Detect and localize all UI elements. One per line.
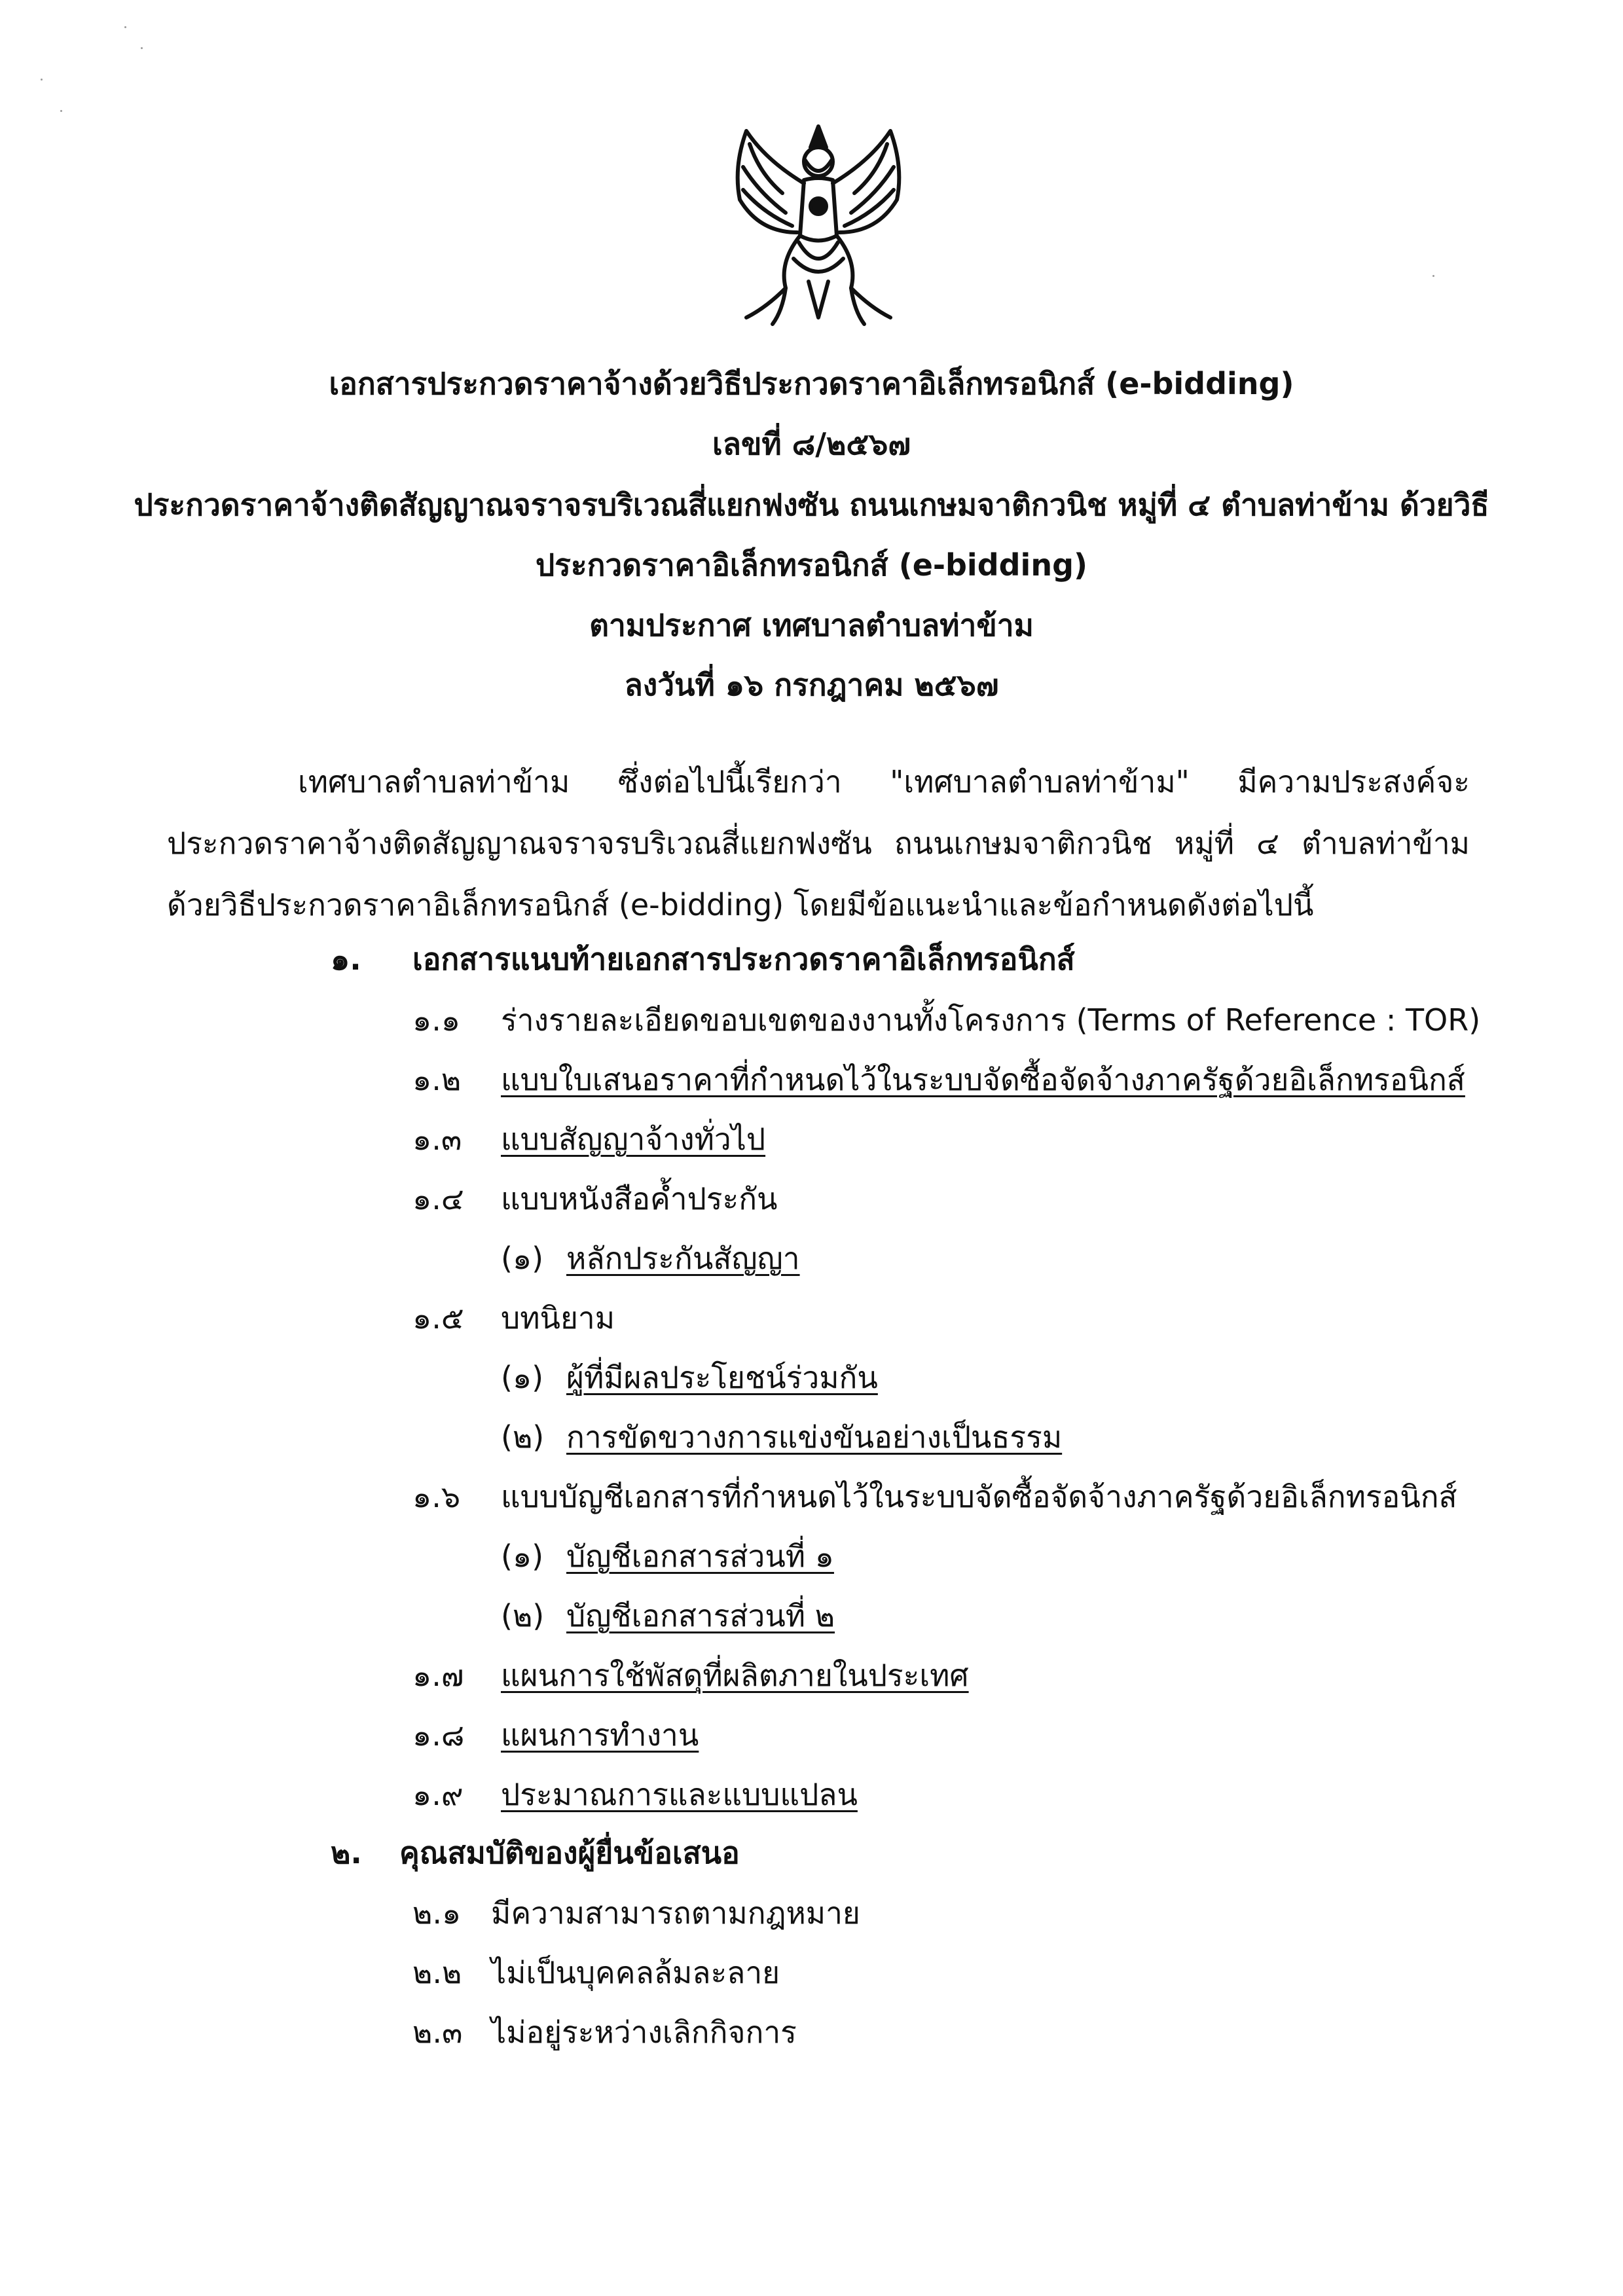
item-number: ๒.๑	[412, 1895, 462, 1931]
item-number: ๑.๓	[412, 1121, 462, 1157]
item-text: แบบบัญชีเอกสารที่กำหนดไว้ในระบบจัดซื้อจัดจ้างภาครัฐด้วยอิเล็กทรอนิกส์	[501, 1479, 1457, 1514]
item-number: (๒)	[501, 1598, 545, 1633]
item-text: มีความสามารถตามกฎหมาย	[491, 1895, 860, 1931]
link-work-plan[interactable]: แผนการทำงาน	[501, 1717, 699, 1753]
link-estimate-and-plans[interactable]: ประมาณการและแบบแปลน	[501, 1777, 858, 1812]
link-domestic-material-plan[interactable]: แผนการใช้พัสดุที่ผลิตภายในประเทศ	[501, 1658, 969, 1693]
scan-speck	[1432, 275, 1434, 277]
link-document-list-1[interactable]: บัญชีเอกสารส่วนที่ ๑	[566, 1539, 834, 1574]
item-text: ไม่เป็นบุคคลล้มละลาย	[491, 1955, 780, 1990]
item-number: ๒.๒	[412, 1955, 462, 1990]
intro-paragraph	[167, 751, 1470, 936]
link-fair-competition[interactable]: การขัดขวางการแข่งขันอย่างเป็นธรรม	[566, 1419, 1063, 1455]
link-general-contract[interactable]: แบบสัญญาจ้างทั่วไป	[501, 1121, 766, 1157]
item-number: (๑)	[501, 1360, 544, 1395]
scan-speck	[41, 79, 43, 81]
item-number: ๑.๑	[412, 1002, 461, 1038]
item-number: ๑.๘	[412, 1717, 465, 1753]
item-number: (๑)	[501, 1241, 544, 1276]
item-number: ๑.๒	[412, 1062, 462, 1097]
intro-text: เทศบาลตำบลท่าข้าม ซึ่งต่อไปนี้เรียกว่า "เทศบาลตำบลท่าข้าม" มีความประสงค์จะ ประกวดราคาจ้างติดสัญญาณจราจรบริเวณสี่แยกฟงซัน ถนนเกษมจาติกวนิช หมู่ที่ ๔ ตำบลท่าข้าม ด้วยวิธีประกวดราคาอิเล็กทรอนิกส์ (e-bidding) โดยมีข้อแนะนำและข้อกำหนดดังต่อไปนี้	[167, 764, 1470, 922]
item-text: ร่างรายละเอียดขอบเขตของงานทั้งโครงการ (Terms of Reference : TOR)	[501, 1002, 1481, 1038]
section-2-title: คุณสมบัติของผู้ยื่นข้อเสนอ	[399, 1835, 740, 1870]
garuda-emblem-icon	[720, 121, 917, 331]
section-2-number: ๒.	[331, 1835, 362, 1870]
item-number: ๑.๔	[412, 1181, 464, 1216]
item-number: ๑.๗	[412, 1658, 464, 1693]
item-number: ๑.๕	[412, 1300, 464, 1336]
document-number: เลขที่ ๘/๒๕๖๗	[712, 426, 911, 462]
scan-speck	[141, 47, 143, 49]
link-document-list-2[interactable]: บัญชีเอกสารส่วนที่ ๒	[566, 1598, 835, 1633]
scan-speck	[124, 26, 126, 28]
link-bid-form[interactable]: แบบใบเสนอราคาที่กำหนดไว้ในระบบจัดซื้อจัดจ้างภาครัฐด้วยอิเล็กทรอนิกส์	[501, 1062, 1465, 1097]
scan-speck	[60, 110, 62, 112]
item-number: ๑.๖	[412, 1479, 461, 1514]
subject-line-1: ประกวดราคาจ้างติดสัญญาณจราจรบริเวณสี่แยกฟงซัน ถนนเกษมจาติกวนิช หมู่ที่ ๔ ตำบลท่าข้าม ด้วยวิธี	[134, 487, 1489, 522]
item-number: (๑)	[501, 1539, 544, 1574]
link-contract-guarantee[interactable]: หลักประกันสัญญา	[566, 1241, 800, 1276]
announcement-date: ลงวันที่ ๑๖ กรกฎาคม ๒๕๖๗	[624, 667, 999, 702]
item-number: (๒)	[501, 1419, 545, 1455]
announcement-line: ตามประกาศ เทศบาลตำบลท่าข้าม	[589, 608, 1034, 643]
item-number: ๑.๙	[412, 1777, 464, 1812]
item-text: บทนิยาม	[501, 1300, 615, 1336]
document-title: เอกสารประกวดราคาจ้างด้วยวิธีประกวดราคาอิเล็กทรอนิกส์ (e-bidding)	[329, 366, 1294, 401]
link-joint-interest[interactable]: ผู้ที่มีผลประโยชน์ร่วมกัน	[566, 1360, 878, 1395]
item-number: ๒.๓	[412, 2014, 463, 2050]
subject-line-2: ประกวดราคาอิเล็กทรอนิกส์ (e-bidding)	[535, 547, 1088, 583]
section-1-title: เอกสารแนบท้ายเอกสารประกวดราคาอิเล็กทรอนิกส์	[412, 941, 1075, 977]
item-text: ไม่อยู่ระหว่างเลิกกิจการ	[491, 2014, 797, 2050]
section-1-number: ๑.	[331, 941, 361, 977]
item-text: แบบหนังสือค้ำประกัน	[501, 1181, 778, 1216]
